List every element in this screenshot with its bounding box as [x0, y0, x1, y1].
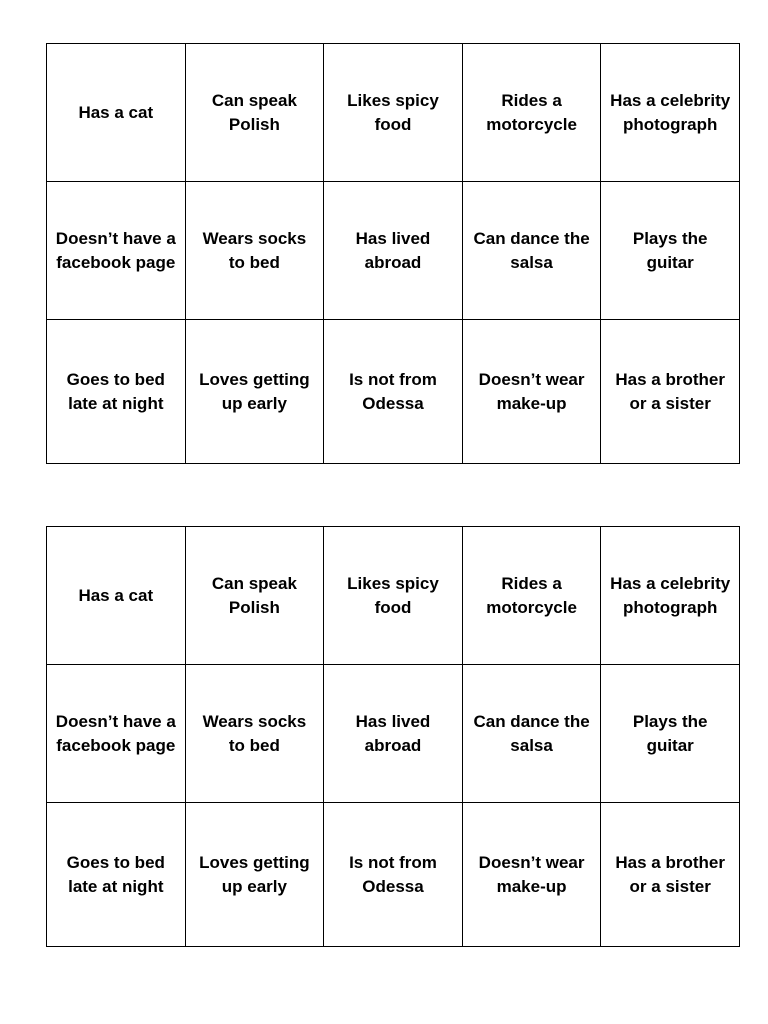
bingo-cell [47, 527, 186, 665]
bingo-cell [324, 803, 463, 947]
bingo-cell-text: Loves getting up early [199, 369, 310, 413]
bingo-cell-text: Can dance the salsa [473, 228, 590, 272]
bingo-card-1 [46, 43, 740, 464]
bingo-row [47, 527, 740, 665]
bingo-cell [47, 182, 186, 320]
bingo-cell [185, 44, 324, 182]
bingo-cell-text: Likes spicy food [347, 90, 439, 134]
bingo-cell-text: Goes to bed late at night [66, 852, 165, 896]
bingo-cell-text: Doesn’t have a facebook page [55, 711, 176, 755]
bingo-cell-text: Wears socks to bed [202, 228, 307, 272]
bingo-cell-text: Rides a motorcycle [486, 90, 577, 134]
bingo-cell [462, 527, 601, 665]
bingo-cell [324, 527, 463, 665]
bingo-cell-text: Has a celebrity photograph [610, 573, 731, 617]
bingo-cell-text: Can speak Polish [211, 90, 297, 134]
bingo-cell-text: Has a cat [78, 102, 154, 122]
bingo-cell-text: Is not from Odessa [349, 852, 437, 896]
bingo-cell-text: Has lived abroad [355, 228, 431, 272]
bingo-row [47, 665, 740, 803]
bingo-cell [47, 44, 186, 182]
bingo-cell [601, 44, 740, 182]
bingo-cell [324, 44, 463, 182]
bingo-cell [462, 803, 601, 947]
bingo-cell [185, 182, 324, 320]
bingo-cell [462, 320, 601, 464]
bingo-cell-text: Plays the guitar [632, 711, 708, 755]
bingo-cell [601, 182, 740, 320]
bingo-cell-text: Doesn’t wear make-up [478, 369, 585, 413]
bingo-cell-text: Can speak Polish [211, 573, 297, 617]
bingo-cell [324, 182, 463, 320]
bingo-cell [324, 320, 463, 464]
bingo-cell [324, 665, 463, 803]
bingo-row [47, 182, 740, 320]
bingo-cell-text: Plays the guitar [632, 228, 708, 272]
bingo-cell [185, 527, 324, 665]
bingo-cell-text: Has a cat [78, 585, 154, 605]
bingo-cell [462, 182, 601, 320]
bingo-cell-text: Goes to bed late at night [66, 369, 165, 413]
bingo-cell [185, 665, 324, 803]
bingo-cell-text: Has a brother or a sister [615, 369, 725, 413]
bingo-cell-text: Likes spicy food [347, 573, 439, 617]
bingo-cell-text: Has a celebrity photograph [610, 90, 731, 134]
bingo-cell [185, 320, 324, 464]
bingo-cell-text: Doesn’t have a facebook page [55, 228, 176, 272]
bingo-cell-text: Has a brother or a sister [615, 852, 725, 896]
bingo-cell [601, 665, 740, 803]
bingo-row [47, 320, 740, 464]
bingo-cell-text: Loves getting up early [199, 852, 310, 896]
bingo-cell-text: Is not from Odessa [349, 369, 437, 413]
bingo-cell-text: Has lived abroad [355, 711, 431, 755]
bingo-cell-text: Rides a motorcycle [486, 573, 577, 617]
bingo-cell [462, 44, 601, 182]
bingo-cell [601, 527, 740, 665]
bingo-row [47, 44, 740, 182]
bingo-cell-text: Can dance the salsa [473, 711, 590, 755]
bingo-cell [601, 803, 740, 947]
bingo-cell [462, 665, 601, 803]
bingo-cell [185, 803, 324, 947]
bingo-cell [47, 320, 186, 464]
bingo-card-2 [46, 526, 740, 947]
bingo-cell-text: Doesn’t wear make-up [478, 852, 585, 896]
bingo-row [47, 803, 740, 947]
bingo-cell [47, 803, 186, 947]
bingo-cell [47, 665, 186, 803]
bingo-cell [601, 320, 740, 464]
bingo-cell-text: Wears socks to bed [202, 711, 307, 755]
